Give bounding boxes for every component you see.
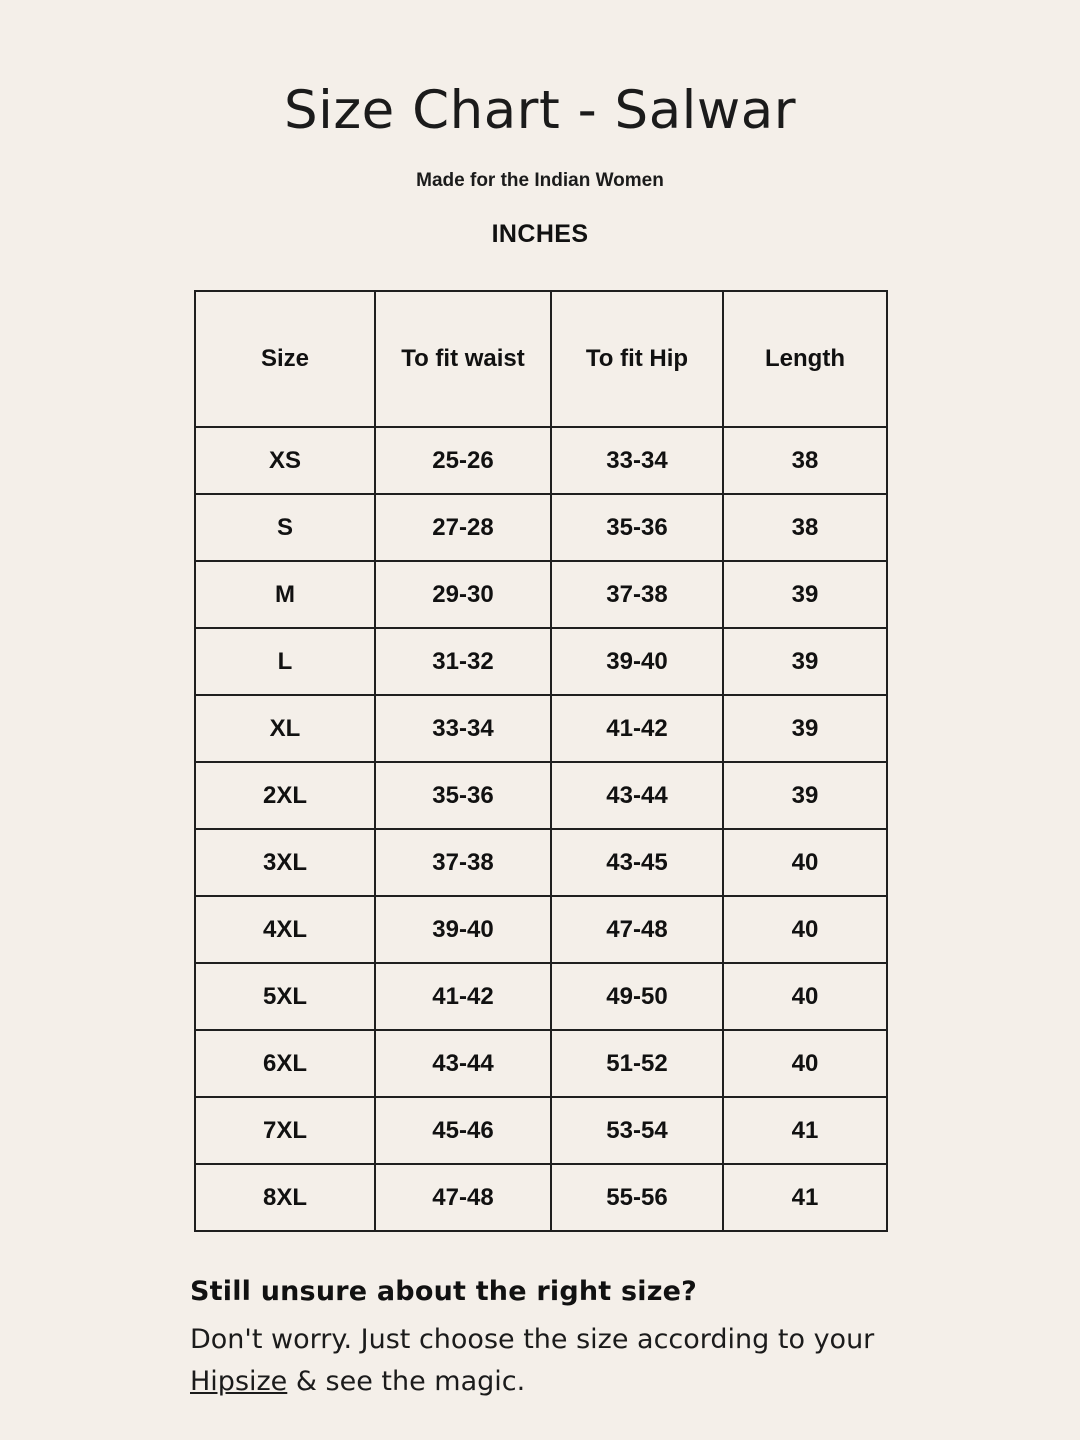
table-header-row [195, 291, 887, 427]
cell-length: 40 [723, 829, 887, 896]
cell-waist: 47-48 [375, 1164, 551, 1231]
cell-waist: 27-28 [375, 494, 551, 561]
cell-waist: 43-44 [375, 1030, 551, 1097]
cell-waist: 37-38 [375, 829, 551, 896]
cell-hip: 55-56 [551, 1164, 723, 1231]
cell-length: 39 [723, 561, 887, 628]
table-row [195, 1164, 887, 1231]
cell-hip: 43-44 [551, 762, 723, 829]
size-table [194, 290, 888, 1232]
cell-size: 5XL [195, 963, 375, 1030]
table-row [195, 896, 887, 963]
cell-hip: 43-45 [551, 829, 723, 896]
cell-length: 39 [723, 695, 887, 762]
cell-waist: 41-42 [375, 963, 551, 1030]
cell-hip: 35-36 [551, 494, 723, 561]
cell-size: 2XL [195, 762, 375, 829]
cell-length: 40 [723, 1030, 887, 1097]
table-row [195, 1097, 887, 1164]
cell-length: 41 [723, 1164, 887, 1231]
cell-waist: 35-36 [375, 762, 551, 829]
cell-waist: 33-34 [375, 695, 551, 762]
cell-length: 39 [723, 628, 887, 695]
page-subtitle: Made for the Indian Women [416, 170, 664, 192]
cell-hip: 53-54 [551, 1097, 723, 1164]
cell-size: 6XL [195, 1030, 375, 1097]
page-title: Size Chart - Salwar [283, 80, 797, 141]
column-header-size: Size [195, 291, 375, 427]
cell-length: 40 [723, 896, 887, 963]
cell-hip: 37-38 [551, 561, 723, 628]
cell-size: 8XL [195, 1164, 375, 1231]
cell-size: M [195, 561, 375, 628]
footer-note [190, 1276, 890, 1403]
cell-hip: 47-48 [551, 896, 723, 963]
cell-length: 40 [723, 963, 887, 1030]
cell-size: L [195, 628, 375, 695]
hipsize-underlined-text: Hipsize [190, 1366, 288, 1398]
footer-line-2-rest: & see the magic. [287, 1366, 526, 1398]
cell-waist: 25-26 [375, 427, 551, 494]
cell-length: 38 [723, 427, 887, 494]
table-row [195, 561, 887, 628]
cell-length: 39 [723, 762, 887, 829]
cell-hip: 51-52 [551, 1030, 723, 1097]
table-row [195, 695, 887, 762]
cell-waist: 45-46 [375, 1097, 551, 1164]
table-row [195, 1030, 887, 1097]
footer-heading: Still unsure about the right size? [190, 1276, 697, 1308]
footer-line-1: Don't worry. Just choose the size according to your [190, 1324, 875, 1356]
column-header-length: Length [723, 291, 887, 427]
table-body [195, 427, 887, 1231]
table-row [195, 494, 887, 561]
cell-hip: 33-34 [551, 427, 723, 494]
cell-size: 3XL [195, 829, 375, 896]
cell-hip: 49-50 [551, 963, 723, 1030]
column-header-hip: To fit Hip [551, 291, 723, 427]
cell-size: 7XL [195, 1097, 375, 1164]
table-row [195, 829, 887, 896]
cell-length: 41 [723, 1097, 887, 1164]
cell-waist: 31-32 [375, 628, 551, 695]
column-header-waist: To fit waist [375, 291, 551, 427]
cell-hip: 39-40 [551, 628, 723, 695]
footer-line-2 [190, 1361, 890, 1403]
table-row [195, 427, 887, 494]
table-row [195, 628, 887, 695]
table-header [195, 291, 887, 427]
unit-label: INCHES [491, 220, 589, 249]
cell-waist: 29-30 [375, 561, 551, 628]
table-row [195, 963, 887, 1030]
cell-size: S [195, 494, 375, 561]
cell-size: XS [195, 427, 375, 494]
cell-size: XL [195, 695, 375, 762]
cell-size: 4XL [195, 896, 375, 963]
cell-hip: 41-42 [551, 695, 723, 762]
cell-waist: 39-40 [375, 896, 551, 963]
table-row [195, 762, 887, 829]
size-table-container [194, 290, 886, 1232]
cell-length: 38 [723, 494, 887, 561]
